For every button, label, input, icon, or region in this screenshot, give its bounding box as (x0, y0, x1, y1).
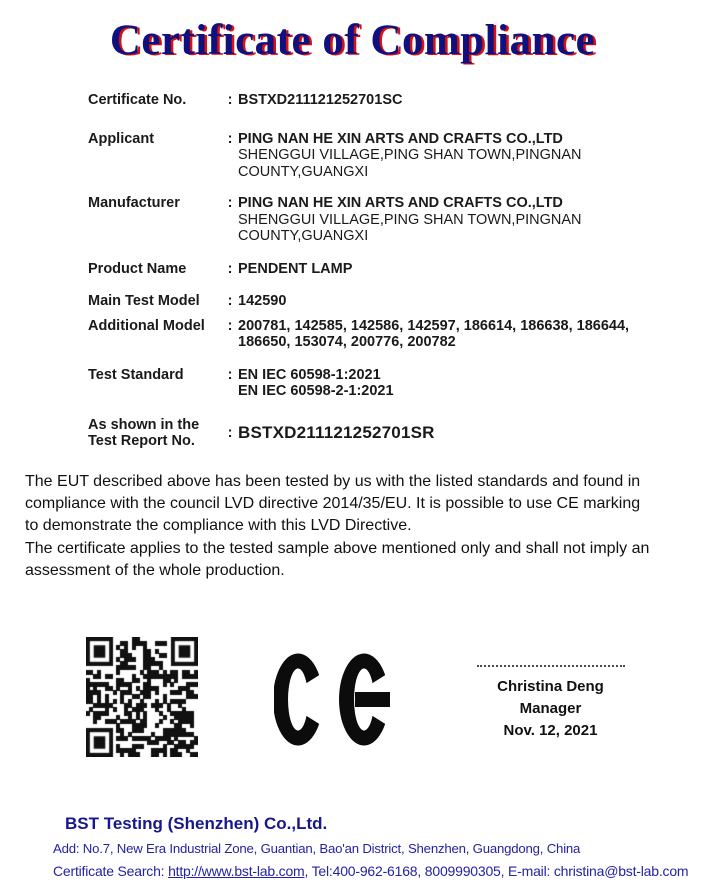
signature-line (477, 665, 625, 667)
signer-name: Christina Deng (497, 678, 604, 695)
signature-date: Nov. 12, 2021 (503, 722, 598, 739)
certificate-fields (88, 92, 705, 450)
field-label: Applicant (88, 130, 155, 147)
field-value: BSTXD211121252701SC (238, 92, 403, 108)
field-colon: : (227, 317, 233, 334)
field-value: 200781, 142585, 142586, 142597, 186614, 186638, 186644, 186650, 153074, 200776, 200782 (238, 317, 630, 350)
field-value: PING NAN HE XIN ARTS AND CRAFTS CO.,LTD SHENGGUI VILLAGE,PING SHAN TOWN,PINGNAN COUNTY,GUANGXI (238, 130, 582, 180)
lab-company-name: BST Testing (Shenzhen) Co.,Ltd. (65, 814, 328, 833)
statement-paragraph: The EUT described above has been tested by us with the listed standards and found in compliance with the council LVD directive 2014/35/EU. It is possible to use CE marking to demonstrate the compliance with this LVD Directive. (25, 472, 641, 535)
field-label: Certificate No. (88, 92, 187, 108)
field-row (88, 318, 705, 351)
footer (0, 814, 705, 879)
field-value: 142590 (238, 293, 287, 309)
field-value: PENDENT LAMP (238, 260, 353, 277)
field-label: Main Test Model (88, 293, 200, 309)
field-colon: : (227, 366, 233, 383)
field-label: Test Standard (88, 366, 184, 383)
field-row (88, 261, 705, 278)
field-value: EN IEC 60598-1:2021 EN IEC 60598-2-1:2021 (238, 366, 394, 399)
field-row (88, 293, 705, 310)
field-row (88, 417, 705, 450)
certificate-search-line (53, 863, 705, 879)
certificate-title: Certificate of Compliance (109, 17, 596, 64)
signature-block (468, 665, 633, 742)
field-colon: : (227, 92, 233, 108)
field-row (88, 92, 705, 109)
field-label: As shown in the Test Report No. (88, 416, 200, 449)
field-label: Additional Model (88, 317, 205, 334)
field-value: PING NAN HE XIN ARTS AND CRAFTS CO.,LTD SHENGGUI VILLAGE,PING SHAN TOWN,PINGNAN COUNTY,GUANGXI (238, 195, 582, 244)
field-row (88, 367, 705, 400)
statement-paragraph: The certificate applies to the tested sample above mentioned only and shall not imply an assessment of the whole production. (25, 539, 650, 580)
field-row (88, 195, 705, 245)
contact-info: , Tel:400-962-6168, 8009990305, E-mail: christina@bst-lab.com (304, 863, 689, 879)
field-label: Manufacturer (88, 195, 180, 211)
field-colon: : (227, 260, 233, 277)
qr-code-image (86, 637, 198, 757)
certificate-statement (25, 471, 657, 583)
field-colon: : (227, 195, 233, 211)
field-value: BSTXD211121252701SR (238, 422, 435, 442)
signer-role: Manager (519, 700, 582, 717)
field-colon: : (227, 130, 233, 147)
field-row (88, 131, 705, 181)
field-colon: : (227, 293, 233, 309)
certificate-search-label: Certificate Search: (53, 863, 169, 879)
ce-mark-icon (274, 652, 392, 748)
field-label: Product Name (88, 260, 187, 277)
lab-address: Add: No.7, New Era Industrial Zone, Guantian, Bao'an District, Shenzhen, Guangdong, China (53, 841, 581, 856)
field-colon: : (227, 424, 233, 441)
certificate-search-link[interactable]: http://www.bst-lab.com (168, 863, 305, 879)
